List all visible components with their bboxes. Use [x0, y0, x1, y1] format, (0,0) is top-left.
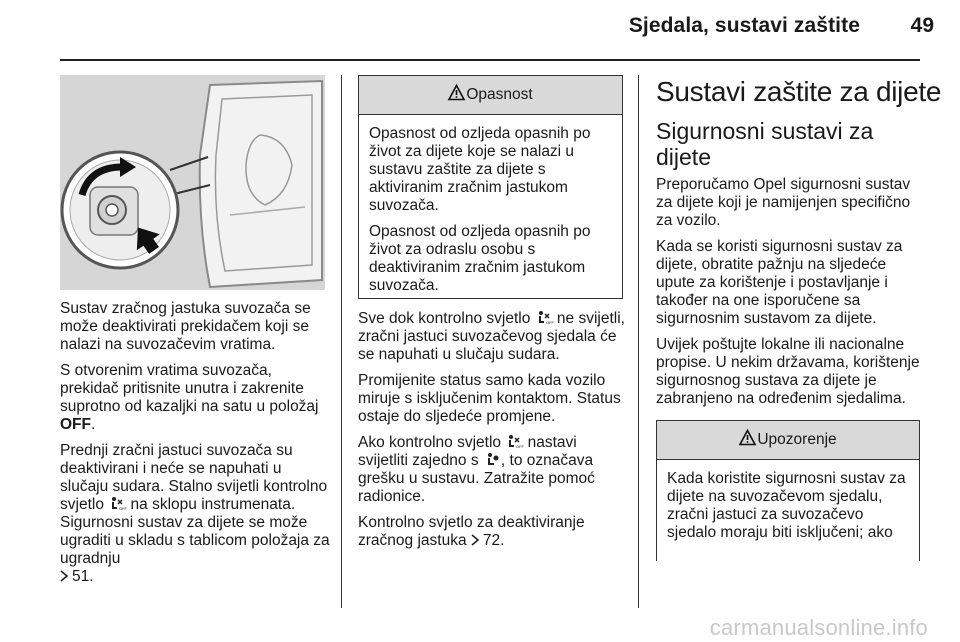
middle-column: [358, 310, 626, 558]
page-number: 49: [910, 14, 934, 37]
right-column: [656, 118, 922, 416]
danger-box: [358, 75, 623, 299]
left-column: [60, 300, 332, 594]
page-reference-arrow-icon: [471, 534, 479, 546]
svg-text:OFF: OFF: [545, 320, 554, 325]
right-paragraph-3: Uvijek poštujte lokalne ili nacionalne propise. U nekim državama, korištenje sigurnosnog sustava za dijete je zabranjeno na određenim sjedalima.: [656, 336, 920, 407]
column-divider-left: [341, 75, 342, 608]
danger-box-body: [359, 115, 622, 309]
warning-box-body: [657, 460, 919, 556]
off-position-label: OFF: [60, 416, 91, 433]
page-reference[interactable]: 51.: [72, 568, 94, 585]
warning-box-header: [657, 421, 919, 460]
subsection-heading: Sigurnosni sustavi za dijete: [656, 118, 874, 170]
header-rule: [60, 59, 920, 61]
airbag-switch-illustration: [60, 75, 325, 290]
column-divider-right: [638, 75, 639, 608]
left-paragraph-3: Prednji zračni jastuci suvozača su deaktivirani i neće se napuhati u slučaju sudara. Stalno svijetli kontrolno svjetlo OFF na sklopu instrumenata. Sigurnosni sustav za dijete se može ugraditi u skladu s tablicom položaja za ugradnju 51.: [60, 442, 330, 585]
right-paragraph-2: Kada se koristi sigurnosni sustav za dijete, obratite pažnju na sljedeće upute za korištenje i postavljanje i također na one isporučene sa sigurnosnim sustavom za dijete.: [656, 238, 903, 327]
warning-box-title: Upozorenje: [757, 431, 837, 448]
airbag-off-indicator-icon: [507, 434, 525, 449]
warning-triangle-icon: [448, 84, 465, 101]
danger-paragraph-1: Opasnost od ozljeda opasnih po život za dijete koje se nalazi u sustavu zaštite za dijete s aktiviranim zračnim jastukom suvozača.: [369, 125, 591, 214]
page-reference-arrow-icon: [60, 570, 68, 582]
watermark: carmanualsonline.info: [709, 615, 928, 640]
middle-paragraph-4: Kontrolno svjetlo za deaktiviranje zračnog jastuka 72.: [358, 514, 585, 549]
middle-paragraph-2: Promijenite status samo kada vozilo miruje s isključenim kontaktom. Status ostaje do sljedeće promjene.: [358, 372, 621, 425]
danger-box-header: [359, 76, 622, 115]
left-paragraph-1: Sustav zračnog jastuka suvozača se može deaktivirati prekidačem koji se nalazi na suvozačevim vratima.: [60, 300, 311, 353]
warning-box: [656, 420, 920, 561]
header-title: Sjedala, sustavi zaštite: [628, 14, 860, 37]
danger-box-title: Opasnost: [466, 86, 533, 103]
svg-text:OFF: OFF: [119, 506, 128, 511]
airbag-readiness-icon: [485, 452, 499, 467]
middle-paragraph-3: Ako kontrolno svjetlo OFF nastavi svijetliti zajedno s , to označava grešku u sustavu. Zatražite pomoć radionice.: [358, 434, 595, 505]
warning-triangle-icon: [739, 429, 756, 446]
middle-paragraph-1: Sve dok kontrolno svjetlo OFF ne svijetli, zračni jastuci suvozačevog sjedala će se napuhati u slučaju sudara.: [358, 310, 625, 363]
page-reference[interactable]: 72.: [482, 532, 505, 549]
airbag-off-indicator-icon: [537, 310, 554, 325]
right-paragraph-1: Preporučamo Opel sigurnosni sustav za dijete koji je namijenjen specifično za vozilo.: [656, 176, 911, 229]
airbag-off-indicator-icon: [110, 496, 128, 511]
danger-paragraph-2: Opasnost od ozljeda opasnih po život za odraslu osobu s deaktiviranim zračnim jastukom suvozača.: [369, 223, 591, 294]
left-paragraph-2: S otvorenim vratima suvozača, prekidač pritisnite unutra i zakrenite suprotno od kazaljki na satu u položaj OFF.: [60, 362, 319, 433]
section-heading: Sustavi zaštite za dijete: [656, 76, 942, 107]
warning-paragraph-1: Kada koristite sigurnosni sustav za dijete na suvozačevom sjedalu, zračni jastuci za suvozačevo sjedalo moraju biti isključeni; ako: [667, 470, 906, 541]
svg-text:OFF: OFF: [516, 444, 525, 449]
